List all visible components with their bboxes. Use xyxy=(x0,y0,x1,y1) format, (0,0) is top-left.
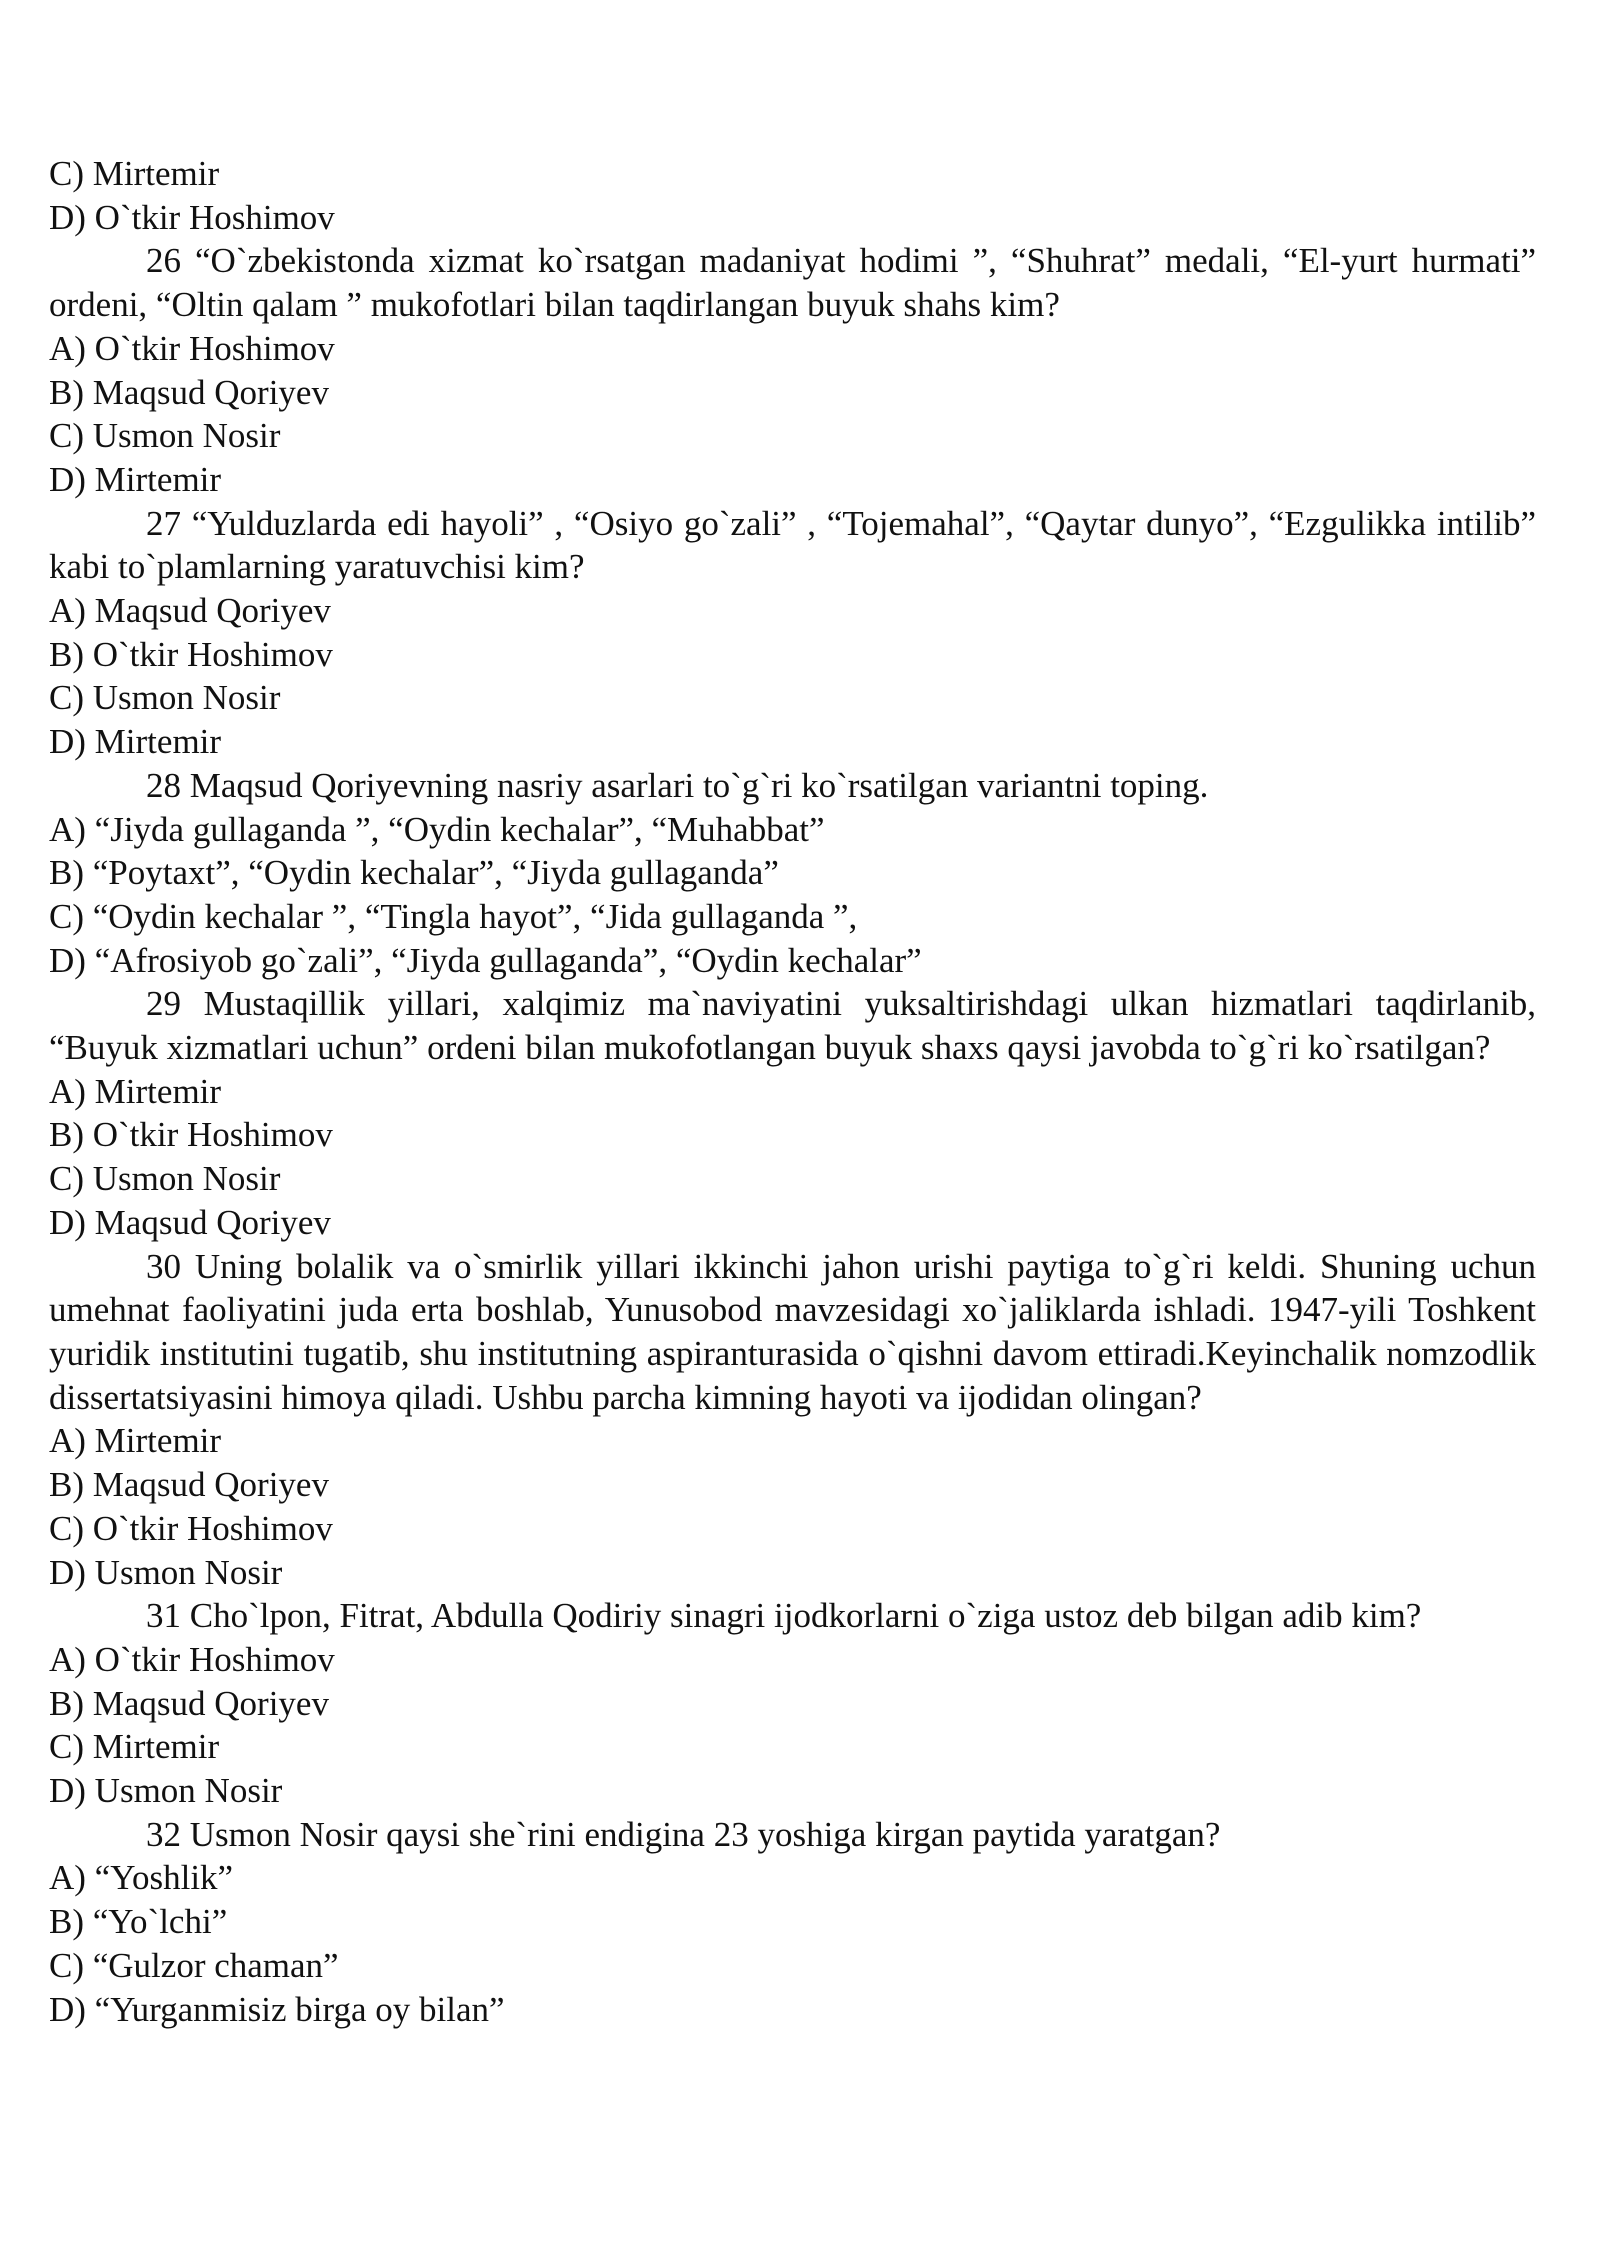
option-text: B) O`tkir Hoshimov xyxy=(49,634,333,674)
option-text: B) “Yo`lchi” xyxy=(49,1902,228,1942)
question-block xyxy=(49,1245,1536,1595)
question-text: 32 Usmon Nosir qaysi she`rini endigina 23 yoshiga kirgan paytida yaratgan? xyxy=(146,1814,1221,1854)
question-block xyxy=(49,1594,1536,1813)
option-text: C) “Oydin kechalar ”, “Tingla hayot”, “Jida gullaganda ”, xyxy=(49,896,858,936)
question-block xyxy=(49,1813,1536,2032)
option-text: D) O`tkir Hoshimov xyxy=(49,197,335,237)
option-text: A) Mirtemir xyxy=(49,1071,222,1111)
option-text: B) O`tkir Hoshimov xyxy=(49,1115,333,1155)
option-text: D) Mirtemir xyxy=(49,722,222,762)
question-block xyxy=(49,764,1536,983)
option-text: C) O`tkir Hoshimov xyxy=(49,1508,333,1548)
question-block xyxy=(49,239,1536,501)
question-text: 27 “Yulduzlarda edi hayoli” , “Osiyo go`zali” , “Tojemahal”, “Qaytar dunyo”, “Ezgulikka intilib” kabi to`plamlarning yaratuvchisi kim? xyxy=(49,503,1536,587)
question-text: 31 Cho`lpon, Fitrat, Abdulla Qodiriy sinagri ijodkorlarni o`ziga ustoz deb bilgan adib kim? xyxy=(146,1596,1422,1636)
option-text: C) Mirtemir xyxy=(49,154,220,193)
option-text: B) Maqsud Qoriyev xyxy=(49,1465,329,1505)
option-text: A) “Jiyda gullaganda ”, “Oydin kechalar”, “Muhabbat” xyxy=(49,809,825,849)
option-text: A) “Yoshlik” xyxy=(49,1858,234,1898)
question-text: 26 “O`zbekistonda xizmat ko`rsatgan madaniyat hodimi ”, “Shuhrat” medali, “El-yurt hurmati” ordeni, “Oltin qalam ” mukofotlari bilan taqdirlangan buyuk shahs kim? xyxy=(49,241,1536,325)
question-block xyxy=(49,982,1536,1244)
option-text: D) Mirtemir xyxy=(49,459,222,499)
question-block xyxy=(49,502,1536,764)
option-text: B) Maqsud Qoriyev xyxy=(49,1683,329,1723)
option-text: C) Usmon Nosir xyxy=(49,416,281,456)
option-text: B) Maqsud Qoriyev xyxy=(49,372,329,412)
option-text: C) Usmon Nosir xyxy=(49,678,281,718)
option-text: D) Maqsud Qoriyev xyxy=(49,1202,331,1242)
document-page xyxy=(49,152,1536,2031)
option-text: D) Usmon Nosir xyxy=(49,1771,283,1811)
option-text: A) Mirtemir xyxy=(49,1421,222,1461)
option-text: A) O`tkir Hoshimov xyxy=(49,328,335,368)
option-text: D) “Yurganmisiz birga oy bilan” xyxy=(49,1989,505,2029)
question-text: 29 Mustaqillik yillari, xalqimiz ma`naviyatini yuksaltirishdagi ulkan hizmatlari taqdirlanib, “Buyuk xizmatlari uchun” ordeni bilan mukofotlangan buyuk shaxs qaysi javobda to`g`ri ko`rsatilgan? xyxy=(49,984,1536,1068)
option-text: B) “Poytaxt”, “Oydin kechalar”, “Jiyda gullaganda” xyxy=(49,853,779,893)
option-text: A) O`tkir Hoshimov xyxy=(49,1639,335,1679)
question-text: 28 Maqsud Qoriyevning nasriy asarlari to`g`ri ko`rsatilgan variantni toping. xyxy=(146,765,1209,805)
option-text: C) Mirtemir xyxy=(49,1727,220,1767)
option-text: D) “Afrosiyob go`zali”, “Jiyda gullaganda”, “Oydin kechalar” xyxy=(49,940,922,980)
option-text: C) “Gulzor chaman” xyxy=(49,1945,339,1985)
option-text: A) Maqsud Qoriyev xyxy=(49,591,331,631)
question-text: 30 Uning bolalik va o`smirlik yillari ikkinchi jahon urishi paytiga to`g`ri keldi. Shuning uchun umehnat faoliyatini juda erta boshlab, Yunusobod mavzesidagi xo`jaliklarda ishladi. 1947-yili Toshkent yuridik institutini tugatib, shu institutning aspiranturasida o`qishni davom ettiradi.Keyinchalik nomzodlik dissertatsiyasini himoya qiladi. Ushbu parcha kimning hayoti va ijodidan olingan? xyxy=(49,1246,1536,1417)
option-text: D) Usmon Nosir xyxy=(49,1552,283,1592)
option-text: C) Usmon Nosir xyxy=(49,1159,281,1199)
